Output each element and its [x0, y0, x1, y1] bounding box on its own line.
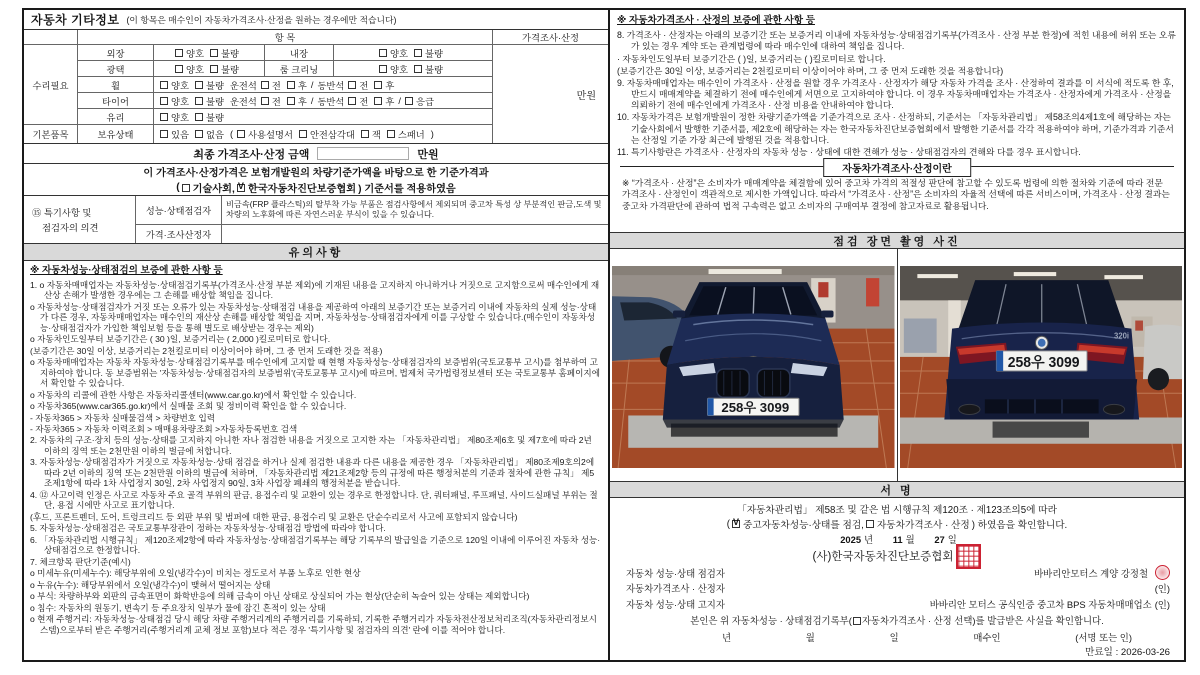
assessor-label: 자동차가격조사 · 산정자 [626, 583, 725, 594]
other-info-title: 자동차 기타정보 [31, 13, 120, 27]
checkbox-tire-good[interactable] [160, 97, 168, 105]
notice-paragraph: o 자동차인도일부터 보증기간은 ( 30 )일, 보증거리는 ( 2,000 )킬로미터로 합니다. [30, 334, 331, 345]
notice-paragraph: o 자동차성능·상태점검자가 거짓 또는 오류가 있는 자동차성능·상태점검 내용을 제공하여 아래의 보증기간 또는 보증거리 이내에 자동차의 실제 성능·상태가 다른 경우, 자동차매매업자는 매수인의 재산상 손해를 배상할 책임을 지며, 자동차성능·상태점검자에게 이를 구상할 수 있습니다.(매수인이 자동차성능·상태점검자가 가입한 책임보험 등을 통해 별도로 배상받는 경우는 제외) [30, 301, 597, 333]
front-photo-image [612, 266, 895, 468]
label-front: 전 [359, 80, 369, 91]
date-day-label: 일 [947, 534, 957, 545]
final-price-unit: 만원 [417, 148, 439, 161]
label-rear: 후 [297, 80, 307, 91]
expiry-date: 만료일 : 2026-03-26 [1085, 647, 1170, 658]
label-safety-triangle: 안전삼각대 [309, 130, 355, 140]
label-diagnosis-association: 한국자동차진단보증협회 [247, 184, 357, 195]
notice-paragraph: o 부식: 차량하부와 외판의 금속표면이 화학반응에 의해 금속이 아닌 상태로 상실되어 가는 현상(단순히 녹슬어 있는 상태는 제외합니다) [30, 591, 530, 602]
confirm-pre: 본인은 위 자동차성능 · 상태점검기록부( [690, 615, 852, 626]
license-plate-number: 258우 3099 [1007, 354, 1080, 372]
label-spanner: 스패너 [397, 130, 425, 140]
basis-block [24, 164, 608, 196]
notice-paragraph: o 현재 주행거리: 자동차성능·상태점검 당시 해당 차량 주행거리계의 주행거리를 기록하되, 기록한 주행거리가 자동차전산정보처리조직(자동차관리정보시스템)으로부터 받은 주행거리(주행거리계 교체 정보 포함)보다 적은 경우 '특기사항 및 점검자의 의견' 란에 이를 적어야 합니다. [30, 614, 597, 635]
definition-text: ※ “가격조사 · 산정”은 소비자가 매매계약을 체결함에 있어 중고차 가격의 적절성 판단에 참고할 수 있도록 법령에 의한 절차와 기준에 따라 전문 가격조사 · 산정인이 객관적으로 제시한 가액입니다. 따라서 “가격조사 · 산정”은 소비자의 자율적 선택에 따른 서비스이며, 가격조사 · 산정 결과는 중고차 가격판단에 관하여 법적 구속력은 없고 소비자의 구매여부 결정에 참고자료로 활용됩니다. [622, 178, 1170, 211]
special-row2-text [222, 225, 608, 243]
label-driver-side: 운전석 [229, 96, 257, 107]
notice-paragraph: o 자동차의 리콜에 관한 사항은 자동차리콜센터(www.car.go.kr)에서 확인할 수 있습니다. [30, 389, 357, 400]
label-passenger-side: 동반석 [317, 80, 345, 91]
signature-organization [622, 548, 1172, 564]
date-day: 27 [934, 534, 945, 545]
notice-paragraph: o 자동차365(www.car365.go.kr)에서 실매물 조회 및 정비이력 확인을 할 수 있습니다. [30, 401, 347, 412]
row-interior-label: 내장 [264, 45, 334, 60]
exhaust-left [958, 404, 979, 414]
label-spare: 응급 [415, 96, 434, 107]
label-good: 양호 [171, 112, 189, 123]
row-exterior-label: 외장 [78, 45, 154, 61]
col-header-item: 항 목 [78, 30, 492, 45]
paren-close: ) [430, 129, 434, 139]
buyer-date-line [622, 630, 1172, 644]
rear-diffuser [984, 399, 1098, 413]
checkbox-tire-bad[interactable] [195, 97, 203, 105]
checkbox-exterior-bad[interactable] [210, 49, 218, 57]
label-jack: 잭 [371, 130, 381, 140]
label-good: 양호 [186, 64, 204, 75]
price-notice-paragraph: 9. 자동차매매업자는 매수인이 가격조사 · 산정을 원할 경우 가격조사 · 산정자가 해당 자동차 가격을 조사 · 산정하여 결과를 이 서식에 적도록 한 후, 반드시 매매계약을 체결하기 전에 매수인에게 서면으로 고지하여야 합니다. 이 경우 자동차매매업자는 가격조사 · 산정자에게 가격조사 · 산정을 의뢰하기 전에 매수인에게 가격조사 · 산정 비용을 안내하여야 합니다. [617, 77, 1174, 111]
col-header-price: 가격조사·산정 [493, 30, 608, 45]
separator: / [310, 95, 314, 106]
notice-paragraph: 4. ⑫ 사고이력 인정은 사고로 자동차 주요 골격 부위의 판금, 용접수리 및 교환이 있는 경우로 한정합니다. 단, 쿼터패널, 루프패널, 사이드실패널 부위는 절단, 용접 시에만 사고로 표기합니다. [30, 489, 598, 511]
special-notes-block [24, 196, 608, 244]
final-price-label: 최종 가격조사·산정 금액 [193, 148, 310, 161]
label-front: 전 [271, 80, 281, 91]
price-unit-cell: 만원 [576, 90, 596, 102]
inspection-photos [610, 249, 1184, 481]
notifier-name: 바바리안 모터스 공식인증 중고차 BPS 자동차매매업소 [929, 598, 1152, 610]
right-column [610, 10, 1184, 660]
label-front: 전 [271, 96, 281, 107]
notice-paragraph: o 자동차매매업자는 자동차 자동차성능·상태점검기록부를 매수인에게 고지할 때 현행 자동차성능·상태점검자의 보증범위(국토교통부 고시)를 첨부하여 고지하여야 합니다. 동 보증범위는 '자동차성능·상태점검자의 보증범위'(국토교통부 고시)에 따르며, 법제처 국가법령정보센터 또는 국토교통부 홈페이지에서 확인할 수 있습니다. [30, 357, 600, 389]
special-row1-label: 성능·상태점검자 [136, 196, 222, 224]
label-good: 양호 [171, 80, 189, 91]
special-label-line2: 점검자의 의견 [42, 223, 99, 233]
checkbox-tire-passenger-front[interactable] [348, 97, 356, 105]
notice-paragraph: o 누유(누수): 해당부위에서 오일(냉각수)이 맺혀서 떨어지는 상태 [30, 579, 271, 590]
checkbox-price-assessment-option[interactable] [853, 617, 861, 625]
row-basic-label: 보유상태 [78, 125, 154, 143]
row-roomcleaning-label: 룸 크리닝 [264, 61, 334, 76]
label-bad: 불량 [205, 112, 224, 123]
signer-row [622, 581, 1172, 595]
notice-header-bar: 유의사항 [24, 244, 608, 261]
inspector-label: 자동차 성능·상태 점검자 [626, 567, 725, 579]
price-notice-paragraph: 8. 가격조사 · 산정자는 아래의 보증기간 또는 보증거리 이내에 자동차성능·상태점검기록부(가격조사 · 산정 부분 한정)에 적힌 내용에 허위 또는 오류가 있는 경우 계약 또는 관계법령에 따라 매수인에 대하여 책임을 집니다. [617, 30, 1176, 52]
label-driver-side: 운전석 [229, 80, 257, 91]
vehicle-front [663, 282, 844, 427]
checkbox-wheel-driver-front[interactable] [261, 81, 269, 89]
row-tire-options [154, 93, 492, 109]
signature-header-bar: 서 명 [610, 481, 1184, 498]
checkbox-association-checked[interactable] [237, 180, 245, 192]
notice-paragraph: 6. 「자동차관리법 시행규칙」 제120조제2항에 따라 자동차성능·상태점검기록부는 해당 기록부의 발급일을 기준으로 120일 이내에 이루어진 자동차 성능·상태점검으로 한정합니다. [30, 534, 601, 556]
signature-check-line [622, 517, 1172, 531]
checkbox-exterior-good[interactable] [175, 49, 183, 57]
exhaust-right [1103, 404, 1124, 414]
label-bad: 불량 [205, 96, 224, 107]
notice-paragraph: (후드, 프론트펜더, 도어, 트렁크리드 등 외판 부위 및 범퍼에 대한 판금, 용접수리 및 교환은 단순수리로서 사고에 포함되지 않습니다) [30, 511, 518, 522]
price-notice-title: ※ 자동차가격조사 · 산정의 보증에 관한 사항 등 [617, 15, 815, 26]
notice-body [24, 261, 608, 660]
date-year-label: 년 [864, 534, 874, 545]
row-basic-options [154, 125, 492, 143]
basis-line1: 이 가격조사·산정가격은 보험개발원의 차량기준가액을 바탕으로 한 기준가격과 [143, 168, 489, 179]
notice-paragraph: o 침수: 자동차의 원동기, 변속기 등 주요장치 일부가 물에 잠긴 흔적이 있는 상태 [30, 602, 326, 613]
label-good: 양호 [390, 64, 408, 75]
paren-open: ( [176, 182, 180, 193]
checkbox-society-unchecked[interactable] [182, 184, 190, 192]
separator: / [310, 79, 314, 90]
buyer-day-label: 일 [889, 632, 899, 643]
label-bad: 불량 [205, 80, 224, 91]
label-technology-society: 기술사회, [192, 184, 235, 195]
checkmark-icon: V [732, 517, 739, 527]
checkbox-jack[interactable] [361, 130, 369, 138]
inspection-record-page [22, 8, 1186, 662]
definition-title: 자동차가격조사·산정이란 [823, 158, 971, 177]
price-column [492, 30, 608, 143]
checkbox-performance-checked[interactable] [732, 517, 740, 528]
notice-paragraph: 3. 자동차성능·상태점검자가 거짓으로 자동차성능·상태 점검을 하거나 실제 점검한 내용과 다른 내용을 제공한 경우 「자동차관리법」 제80조제9호의2에 따라 2년 이하의 징역 또는 2천만원 이하의 벌금에 처하며, 「자동차관리법 제21조제2항 등의 규정에 따른 행정처분의 기준과 절차에 관한 규칙」 제5조제1항에 따라 1차 사업정지 30일, 2차 사업정지 90일, 3차 사업장 폐쇄의 행정처분을 받습니다. [30, 457, 595, 489]
price-notice-paragraph: · 자동차인도일부터 보증기간은 ( )일, 보증거리는 ( )킬로미터로 합니다. [617, 53, 886, 64]
notice-paragraph: 5. 자동차성능·상태점검은 국토교통부장관이 정하는 자동차성능·상태점검 방법에 따라야 합니다. [30, 523, 386, 534]
checkbox-tire-spare[interactable] [405, 97, 413, 105]
label-rear: 후 [297, 96, 307, 107]
date-month-label: 월 [905, 534, 915, 545]
inspector-seal-icon [1155, 565, 1170, 580]
special-row2-label: 가격·조사산정자 [136, 225, 222, 243]
model-badge: 320i [1113, 331, 1129, 341]
label-front: 전 [359, 96, 369, 107]
basis-line2 [176, 180, 456, 195]
checkbox-polish-bad[interactable] [210, 65, 218, 73]
notice-section-title: ※ 자동차성능·상태점검의 보증에 관한 사항 등 [30, 265, 223, 276]
other-info-table [24, 30, 608, 144]
paren-open: ( [726, 518, 730, 530]
license-plate-number: 258우 3099 [721, 399, 790, 415]
definition-section [610, 156, 1184, 232]
confirm-option-label: 자동차가격조사 · 산정 선택 [861, 615, 973, 626]
checkbox-glass-good[interactable] [160, 113, 168, 121]
date-month: 11 [892, 534, 903, 545]
price-notice-paragraph: 11. 특기사항란은 가격조사 · 산정자의 자동차 성능 · 상태에 대한 견해가 성능 · 상태점검자의 견해와 다를 경우 표시합니다. [617, 146, 1081, 156]
label-price-assessment: 자동차가격조사 · 산정 [876, 520, 970, 531]
checkbox-wheel-passenger-rear[interactable] [374, 81, 382, 89]
photo-front-cell [610, 249, 898, 481]
label-rear: 후 [385, 96, 395, 107]
signature-date [622, 532, 1172, 546]
checkbox-interior-good[interactable] [379, 49, 387, 57]
notice-paragraph: o 미세누유(미세누수): 해당부위에 오일(냉각수)이 비치는 정도로서 부품 노후로 인한 현상 [30, 568, 361, 579]
special-row1-text: 비금속(FRP 플라스틱)의 탈부착 가능 부품은 점검사항에서 제외되며 중고차 특성 상 부분적인 판금,도색 및 차량의 노후화에 따른 자연스러운 부식이 있을 수 있습니다. [226, 199, 602, 219]
checkbox-tire-driver-front[interactable] [261, 97, 269, 105]
label-bad: 불량 [221, 64, 239, 75]
final-price-input[interactable] [317, 147, 409, 160]
signature-check-line-post: ) 하였음을 확인합니다. [971, 520, 1068, 531]
checkbox-manual[interactable] [237, 130, 245, 138]
basis-line2-post: ) 기준서를 적용하였음 [358, 184, 456, 195]
checkbox-price-assessment[interactable] [866, 520, 874, 528]
checkbox-wheel-good[interactable] [160, 81, 168, 89]
photo-rear-cell [898, 249, 1185, 481]
price-notice-body [610, 10, 1184, 156]
checkbox-triangle[interactable] [299, 130, 307, 138]
label-good: 양호 [390, 48, 408, 59]
label-nothave: 없음 [205, 130, 224, 140]
checkbox-wheel-passenger-front[interactable] [348, 81, 356, 89]
checkmark-icon: V [237, 180, 244, 191]
notice-paragraph: (보증기간은 30일 이상, 보증거리는 2천킬로미터 이상이어야 하며, 그 중 먼저 도래한 것을 적용) [30, 345, 383, 356]
notifier-label: 자동차 성능·상태 고지자 [626, 598, 725, 610]
price-notice-paragraph: (보증기간은 30일 이상, 보증거리는 2천킬로미터 이상이어야 하며, 그 중 먼저 도래한 것을 적용합니다) [617, 65, 1004, 76]
corner-cell [24, 30, 78, 45]
buyer-label: 매수인 [973, 632, 1001, 643]
signature-law-line: 「자동차관리법」 제58조 및 같은 법 시행규칙 제120조 · 제123조의5에 따라 [737, 505, 1057, 516]
signature-block [610, 498, 1184, 660]
date-year: 2025 [840, 534, 862, 545]
seal-placeholder: (인) [1154, 598, 1170, 610]
checkbox-roomcleaning-bad[interactable] [414, 65, 422, 73]
row-glass-options [154, 109, 492, 125]
label-bad: 불량 [425, 64, 443, 75]
other-info-title-row [24, 10, 608, 30]
photos-header-bar: 점검 장면 촬영 사진 [610, 232, 1184, 249]
confirm-post: )를 발급받은 사실을 확인합니다. [972, 615, 1104, 626]
checkbox-basic-nothave[interactable] [195, 130, 203, 138]
paren-open: ( [229, 129, 234, 139]
notice-paragraph: 7. 체크항목 판단기준(예시) [30, 556, 131, 567]
kidney-grille [717, 369, 750, 397]
rear-photo-image [900, 266, 1183, 468]
label-bad: 불량 [425, 48, 443, 59]
checkbox-wheel-bad[interactable] [195, 81, 203, 89]
row-polish-options [154, 61, 492, 77]
label-manual: 사용설명서 [248, 130, 293, 140]
notice-paragraph: - 자동차365 > 자동차 이력조회 > 매매용차량조회 >자동차등록번호 검색 [30, 424, 298, 434]
row-tire-label: 타이어 [78, 93, 154, 109]
buyer-year-label: 년 [722, 632, 732, 643]
label-passenger-side: 동반석 [317, 96, 345, 107]
row-glass-label: 유리 [78, 109, 154, 125]
checkbox-basic-have[interactable] [160, 130, 168, 138]
label-good: 양호 [171, 96, 189, 107]
signer-row [622, 597, 1172, 611]
label-rear: 후 [385, 80, 395, 91]
final-price-row [24, 144, 608, 164]
price-notice-paragraph: 10. 자동차가격은 보험개발원이 정한 차량기준가액을 기준가격으로 조사 · 산정하되, 기준서는 「자동차관리법」 제58조의4제1호에 해당하는 자는 기술사회에서 발행한 기준서를, 제2호에 해당하는 자는 한국자동차진단보증협회에서 발행한 기준서를 각각 적용하여야 하며, 기준가격과 기준서는 산정일 기준 가장 최근에 발행된 것을 적용합니다. [617, 112, 1174, 145]
label-performance-check: 중고자동차성능·상태를 점검, [742, 520, 864, 531]
special-label-line1: ⑮ 특기사항 및 [32, 208, 92, 218]
checkbox-wheel-driver-rear[interactable] [287, 81, 295, 89]
notice-paragraph: 1. o 자동차매매업자는 자동차성능·상태점검기록부(가격조사·산정 부분 제외)에 기재된 내용을 고지하지 아니하거나 거짓으로 고지함으로써 매수인에게 재산상 손해가 발생한 경우에는 그 손해를 배상할 책임을 집니다. [30, 279, 600, 301]
row-exterior-options [154, 45, 492, 61]
label-good: 양호 [186, 48, 204, 59]
notice-paragraph: - 자동차365 > 자동차 실매물검색 > 차량번호 입력 [30, 412, 216, 423]
group-basic-label: 기본품목 [24, 125, 78, 143]
inspector-name: 바바리안모터스 계양 강정철 [1034, 567, 1148, 579]
buyer-month-label: 월 [805, 632, 815, 643]
checkbox-tire-driver-rear[interactable] [287, 97, 295, 105]
checkbox-spanner[interactable] [387, 130, 395, 138]
checkbox-interior-bad[interactable] [414, 49, 422, 57]
checkbox-tire-passenger-rear[interactable] [374, 97, 382, 105]
organization-name: (사)한국자동차진단보증협회 [812, 551, 954, 563]
other-info-note: (이 항목은 매수인이 자동차가격조사·산정을 원하는 경우에만 적습니다) [126, 15, 397, 25]
group-repair-label: 수리필요 [24, 45, 78, 125]
row-wheel-options [154, 77, 492, 93]
signer-row [622, 566, 1172, 580]
checkbox-roomcleaning-good[interactable] [379, 65, 387, 73]
buyer-confirm-line [622, 613, 1172, 627]
label-bad: 불량 [221, 48, 239, 59]
separator: / [398, 95, 401, 106]
row-polish-label: 광택 [78, 61, 154, 77]
notice-paragraph: 2. 자동차의 구조·장치 등의 성능·상태를 고지하지 아니한 자나 점검한 내용을 거짓으로 고지한 자는 「자동차관리법」 제80조제6호 및 제7호에 따라 2년 이하의 징역 또는 2천만원 이하의 벌금에 처합니다. [30, 435, 592, 456]
buyer-sign-hint: (서명 또는 인) [1075, 632, 1132, 643]
left-column [24, 10, 610, 660]
seal-placeholder: (인) [1154, 583, 1170, 594]
checkbox-glass-bad[interactable] [195, 113, 203, 121]
checkbox-polish-good[interactable] [175, 65, 183, 73]
label-have: 있음 [171, 130, 189, 140]
vehicle-rear [944, 280, 1139, 419]
row-wheel-label: 휠 [78, 77, 154, 93]
